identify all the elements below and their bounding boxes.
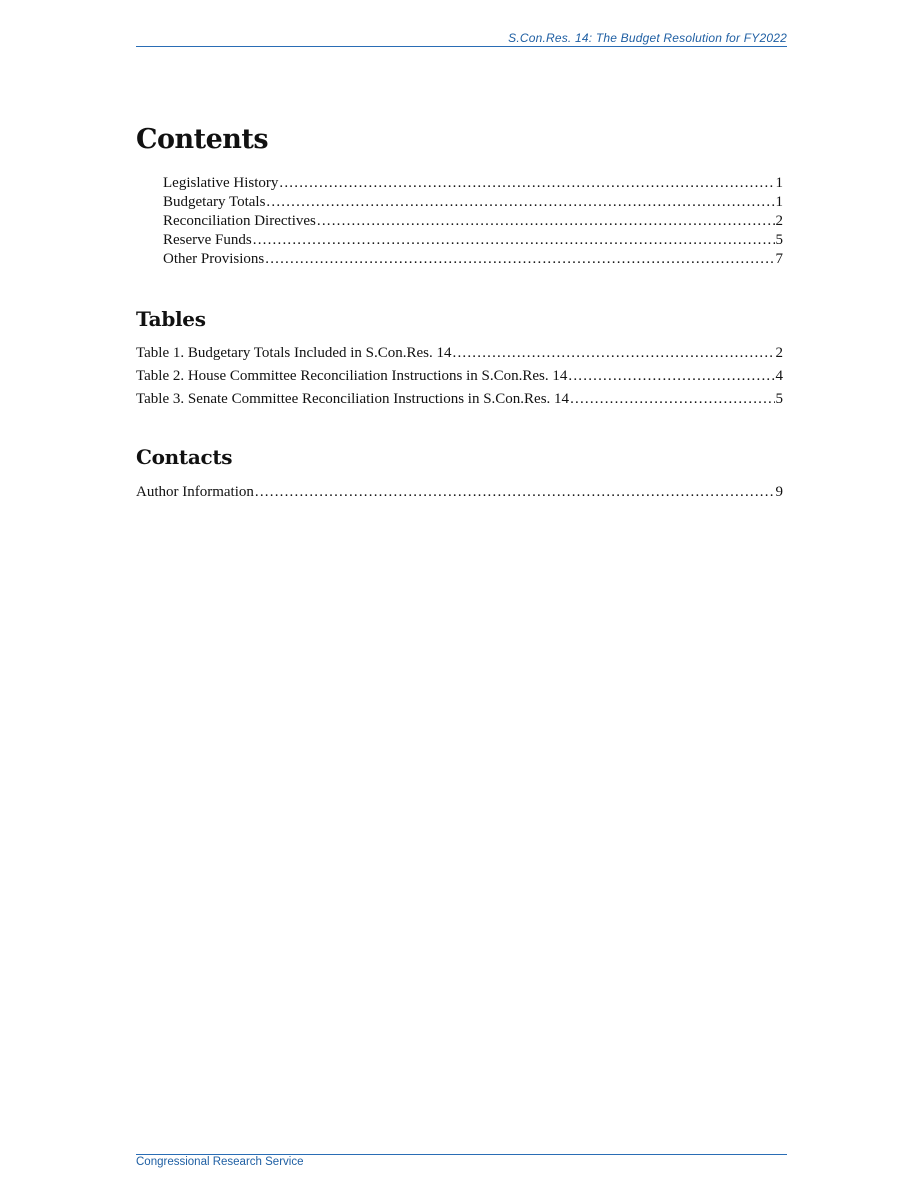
toc-entry[interactable] (163, 193, 783, 212)
toc-entry-title: Other Provisions (163, 251, 265, 267)
contents-heading: Contents (136, 124, 269, 155)
toc-entry-page: 2 (775, 213, 783, 229)
toc-entry-page: 5 (775, 391, 783, 407)
toc-entry-title: Reserve Funds (163, 232, 252, 248)
dot-leader (453, 342, 775, 365)
contacts-list (136, 481, 783, 504)
tables-list (136, 342, 783, 411)
running-header: S.Con.Res. 14: The Budget Resolution for FY2022 (508, 31, 787, 45)
contacts-heading: Contacts (136, 445, 233, 469)
toc-entry-title: Table 1. Budgetary Totals Included in S.Con.Res. 14 (136, 345, 452, 361)
dot-leader (265, 250, 774, 269)
footer-divider (136, 1154, 787, 1155)
toc-entry-page: 7 (775, 251, 783, 267)
toc-entry[interactable] (136, 388, 783, 411)
dot-leader (568, 365, 774, 388)
toc-entry[interactable] (163, 212, 783, 231)
toc-entry[interactable] (163, 174, 783, 193)
dot-leader (255, 481, 775, 504)
tables-heading: Tables (136, 307, 206, 331)
dot-leader (253, 231, 775, 250)
contents-list (163, 174, 783, 269)
toc-entry-title: Table 2. House Committee Reconciliation Instructions in S.Con.Res. 14 (136, 368, 568, 384)
toc-entry-title: Table 3. Senate Committee Reconciliation Instructions in S.Con.Res. 14 (136, 391, 570, 407)
toc-entry[interactable] (136, 365, 783, 388)
running-footer: Congressional Research Service (136, 1156, 304, 1168)
toc-entry[interactable] (163, 250, 783, 269)
dot-leader (266, 193, 774, 212)
toc-entry-title: Author Information (136, 484, 254, 500)
dot-leader (279, 174, 774, 193)
toc-entry[interactable] (136, 481, 783, 504)
dot-leader (570, 388, 774, 411)
toc-entry-page: 9 (775, 484, 783, 500)
toc-entry-page: 2 (775, 345, 783, 361)
toc-entry-title: Reconciliation Directives (163, 213, 316, 229)
header-divider (136, 46, 787, 47)
toc-entry-title: Budgetary Totals (163, 194, 266, 210)
toc-entry-page: 4 (775, 368, 783, 384)
toc-entry-page: 1 (775, 175, 783, 191)
toc-entry-page: 5 (775, 232, 783, 248)
dot-leader (317, 212, 775, 231)
toc-entry[interactable] (136, 342, 783, 365)
toc-entry-page: 1 (775, 194, 783, 210)
toc-entry-title: Legislative History (163, 175, 279, 191)
toc-entry[interactable] (163, 231, 783, 250)
